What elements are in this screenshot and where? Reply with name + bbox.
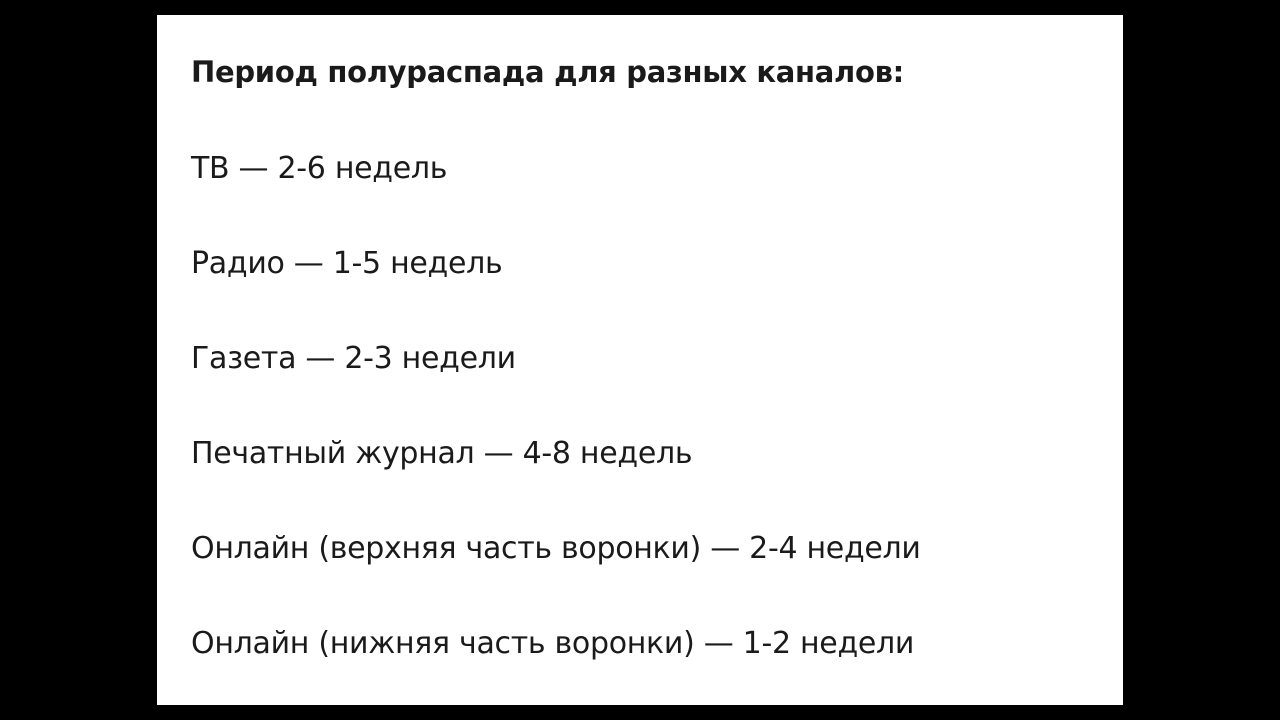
list-item-online-lower-funnel: Онлайн (нижняя часть воронки) — 1-2 недели — [191, 626, 915, 661]
list-item-tv: ТВ — 2-6 недель — [191, 151, 448, 186]
list-item-radio: Радио — 1-5 недель — [191, 246, 503, 281]
slide-page — [157, 15, 1123, 705]
slide-heading: Период полураспада для разных каналов: — [191, 55, 904, 89]
list-item-online-upper-funnel: Онлайн (верхняя часть воронки) — 2-4 недели — [191, 531, 921, 566]
list-item-newspaper: Газета — 2-3 недели — [191, 341, 516, 376]
list-item-print-magazine: Печатный журнал — 4-8 недель — [191, 436, 693, 471]
